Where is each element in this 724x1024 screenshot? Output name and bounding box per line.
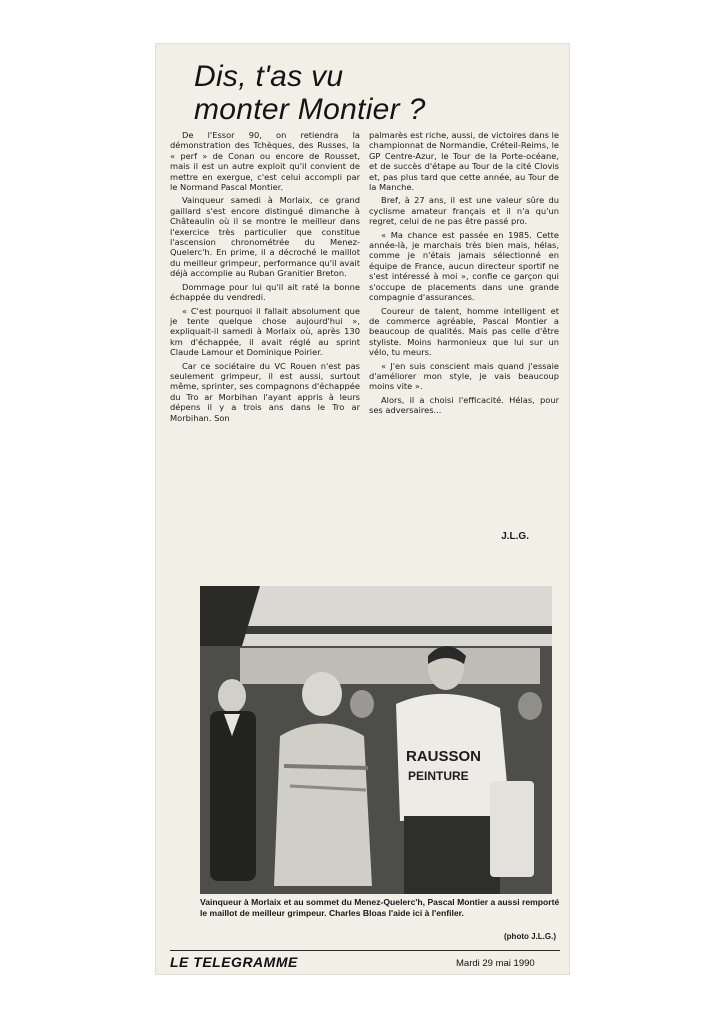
- photo-credit: (photo J.L.G.): [504, 932, 556, 941]
- publication-date: Mardi 29 mai 1990: [456, 958, 535, 969]
- photo-illustration: [200, 586, 552, 894]
- paragraph: « C'est pourquoi il fallait absolument que je tente quelque chose aujourd'hui », expliquait-il samedi à Morlaix où, après 130 km d'échappée, il avait réglé au sprint Claude Lamour et Dominique Poirier.: [170, 305, 360, 358]
- paragraph: Car ce sociétaire du VC Rouen n'est pas seulement grimpeur, il est aussi, surtout même, sprinter, ses compagnons d'échappée du Tro ar Morbihan l'ayant appris à leurs dépens il y a trois ans dans le Tro ar Morbihan. Son: [170, 360, 360, 423]
- footer-divider: [170, 950, 560, 951]
- article-headline: [194, 60, 554, 126]
- paragraph: Bref, à 27 ans, il est une valeur sûre du cyclisme amateur français et il n'a qu'un regret, celui de ne pas être passé pro.: [369, 195, 559, 227]
- article-column-right: [369, 130, 559, 419]
- paragraph: palmarès est riche, aussi, de victoires dans le championnat de Normandie, Créteil-Reims, le GP Centre-Azur, le Tour de la Porte-océane, et de succès d'étape au Tour de la cité Clovis et, pas plus tard que cette année, au Tour de la Manche.: [369, 130, 559, 193]
- paragraph: Coureur de talent, homme intelligent et de commerce agréable, Pascal Montier a beaucoup de qualités. Mais pas celle d'être styliste. Moins harmonieux que lui sur un vélo, tu meurs.: [369, 305, 559, 358]
- paragraph: Alors, il a choisi l'efficacité. Hélas, pour ses adversaires...: [369, 394, 559, 416]
- author-signature: J.L.G.: [501, 531, 529, 542]
- newspaper-clipping: [156, 44, 569, 974]
- paragraph: Vainqueur samedi à Morlaix, ce grand gaillard s'est encore distingué dimanche à Châteaulin où il se montre le meilleur dans l'exercice très particulier que constitue l'ascension chronométrée du Menez-Quelerc'h. En prime, il a décroché le maillot du meilleur grimpeur, performance qu'il avait déjà accomplie au Ruban Granitier Breton.: [170, 195, 360, 279]
- jersey-text-rausson: RAUSSON: [406, 748, 482, 765]
- photo-caption: Vainqueur à Morlaix et au sommet du Menez-Quelerc'h, Pascal Montier a aussi remporté le maillot de meilleur grimpeur. Charles Bloas l'aide ici à l'enfiler.: [200, 897, 560, 918]
- jersey-text-peinture: PEINTURE: [408, 769, 469, 783]
- newspaper-masthead: LE TELEGRAMME: [170, 954, 298, 970]
- paragraph: De l'Essor 90, on retiendra la démonstration des Tchèques, des Russes, la « perf » de Conan ou encore de Rousset, mais il est un autre exploit qu'il convient de mettre en exergue, c'est celui accompli par le Normand Pascal Montier.: [170, 130, 360, 193]
- paragraph: « Ma chance est passée en 1985. Cette année-là, je marchais très bien mais, hélas, comme je n'étais jamais sélectionné en équipe de France, aucun directeur sportif ne s'est intéressé à moi », confie ce garçon qui s'occupe de placements dans une grande compagnie d'assurances.: [369, 229, 559, 303]
- paragraph: Dommage pour lui qu'il ait raté la bonne échappée du vendredi.: [170, 281, 360, 303]
- headline-line-1: Dis, t'as vu: [194, 60, 344, 93]
- paragraph: « J'en suis conscient mais quand j'essaie d'améliorer mon style, je vais beaucoup moins vite ».: [369, 360, 559, 392]
- headline-line-2: monter Montier ?: [194, 93, 426, 126]
- article-column-left: [170, 130, 360, 426]
- article-photo: [200, 586, 552, 894]
